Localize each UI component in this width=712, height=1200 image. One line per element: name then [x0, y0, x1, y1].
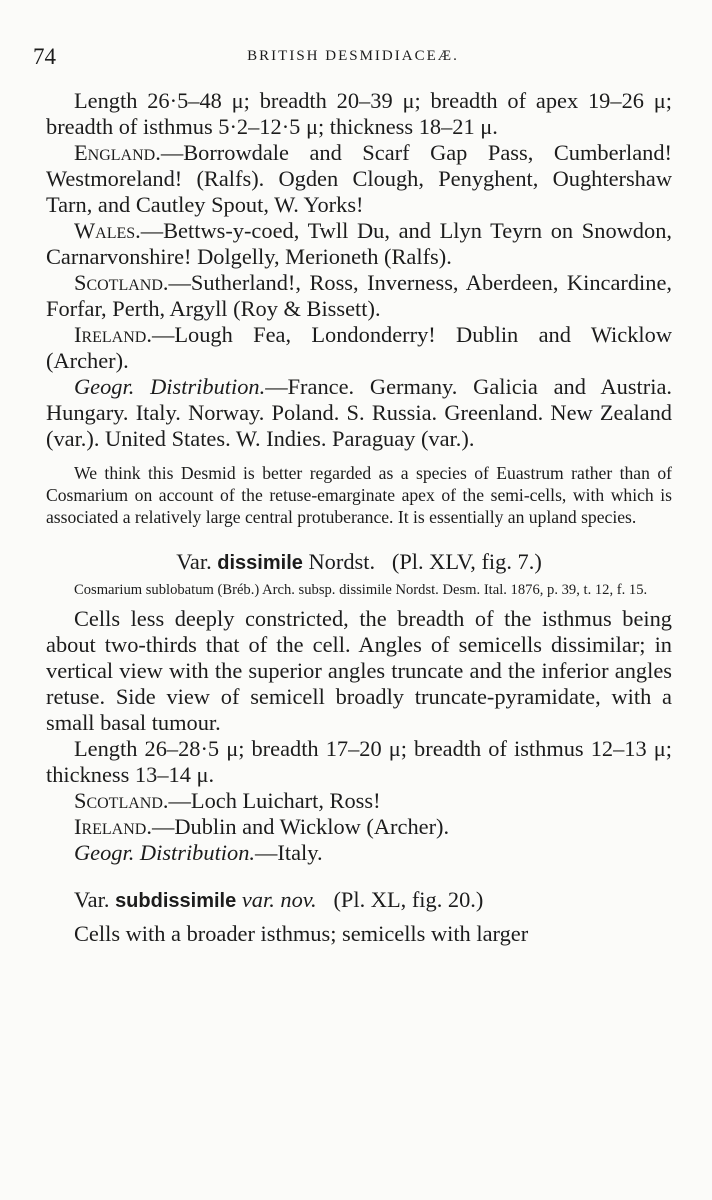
running-title: BRITISH DESMIDIACEÆ. [247, 48, 459, 64]
var-ireland-text: —Dublin and Wicklow (Archer). [151, 814, 450, 839]
scotland-text: —Sutherland!, Ross, Inverness, Aberdeen, Kincardine, Forfar, Perth, Argyll (Roy & Bissett). [46, 270, 672, 321]
scotland-locality [46, 270, 672, 322]
var-scotland-label: Scotland. [74, 788, 169, 813]
england-locality [46, 140, 672, 218]
var2-prefix: Var. [74, 887, 110, 912]
var-geogr-label: Geogr. Distribution. [74, 840, 256, 865]
geogr-label: Geogr. Distribution. [74, 374, 266, 399]
geogr-text: —France. Germany. Galicia and Austria. Hungary. Italy. Norway. Poland. S. Russia. Greenland. New Zealand (var.). United States. W. Indies. Paraguay (var.). [46, 374, 672, 451]
var2-status: var. nov. [241, 887, 317, 912]
ireland-locality [46, 322, 672, 374]
var-scotland-text: —Loch Luichart, Ross! [168, 788, 381, 813]
ireland-text: —Lough Fea, Londonderry! Dublin and Wicklow (Archer). [46, 322, 672, 373]
var-scotland-locality [46, 788, 672, 814]
wales-text: —Bettws-y-coed, Twll Du, and Llyn Teyrn on Snowdon, Carnarvonshire! Dolgelly, Merioneth (Ralfs). [46, 218, 672, 269]
scotland-label: Scotland. [74, 270, 169, 295]
var-name: dissimile [217, 552, 303, 574]
england-text: —Borrowdale and Scarf Gap Pass, Cumberland! Westmoreland! (Ralfs). Ogden Clough, Penyghent, Oughtershaw Tarn, and Cautley Spout, W. Yorks! [46, 140, 672, 217]
var-plate: (Pl. XLV, fig. 7.) [391, 549, 542, 574]
var-ireland-locality [46, 814, 672, 840]
species-note: We think this Desmid is better regarded as a species of Euastrum rather than of Cosmarium on account of the retuse-emarginate apex of the semi-cells, with which is associated a relatively large central protuberance. It is essentially an upland species. [46, 463, 672, 527]
var-description: Cells less deeply constricted, the breadth of the isthmus being about two-thirds that of the cell. Angles of semicells dissimilar; in vertical view with the superior angles truncate and the inferior angles retuse. Side view of semicell broadly truncate-pyramidate, with a small basal tumour. [46, 606, 672, 735]
geographic-distribution [46, 374, 672, 452]
page-header [33, 44, 673, 74]
var-dissimile-heading [46, 548, 672, 577]
var-geographic-distribution [46, 840, 672, 866]
page-body [46, 88, 672, 947]
var2-description: Cells with a broader isthmus; semicells with larger [74, 921, 529, 946]
page-number: 74 [33, 44, 56, 69]
var-ireland-label: Ireland. [74, 814, 152, 839]
var-prefix: Var. [176, 549, 212, 574]
synonym-citation: Cosmarium sublobatum (Bréb.) Arch. subsp. dissimile Nordst. Desm. Ital. 1876, p. 39, t. 12, f. 15. [74, 582, 648, 598]
measurements-paragraph: Length 26·5–48 μ; breadth 20–39 μ; breadth of apex 19–26 μ; breadth of isthmus 5·2–12·5 μ; thickness 18–21 μ. [46, 88, 672, 139]
ireland-label: Ireland. [74, 322, 152, 347]
var2-name: subdissimile [115, 890, 237, 912]
var-measurements: Length 26–28·5 μ; breadth 17–20 μ; breadth of isthmus 12–13 μ; thickness 13–14 μ. [46, 736, 672, 787]
england-label: England. [74, 140, 161, 165]
var2-plate: (Pl. XL, fig. 20.) [333, 887, 484, 912]
wales-locality [46, 218, 672, 270]
var-author: Nordst. [308, 549, 376, 574]
var-subdissimile-heading [46, 886, 672, 915]
wales-label: Wales. [74, 218, 141, 243]
var-geogr-text: —Italy. [255, 840, 323, 865]
